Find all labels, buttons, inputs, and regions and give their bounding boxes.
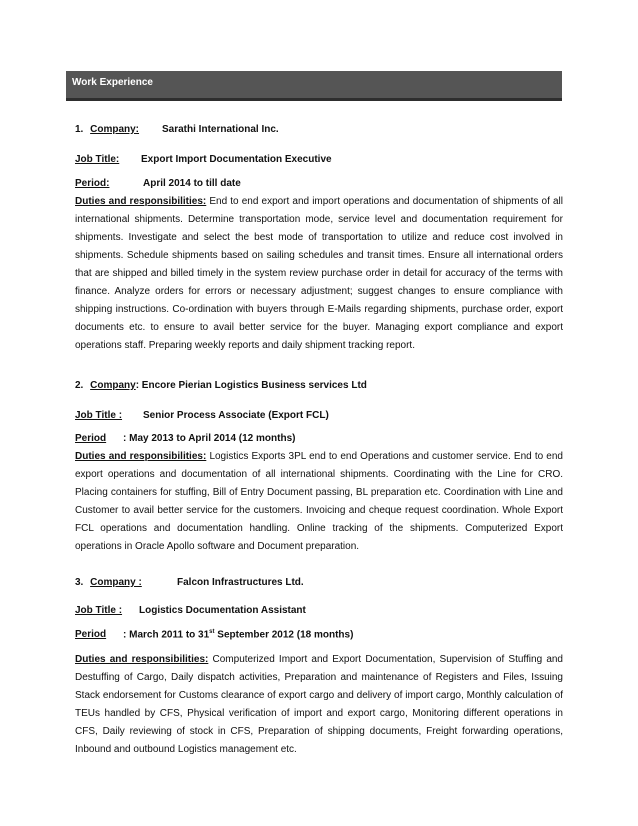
duties-paragraph [75, 193, 563, 355]
period-label: Period [75, 433, 107, 444]
period-label: Period [75, 629, 107, 640]
job-title-line [75, 605, 306, 616]
company-label: Company : [90, 577, 142, 588]
period-line [75, 433, 296, 444]
duties-text: End to end export and import operations and documentation of shipments of all international shipments. Determine transportation mode, service level and documentation requirement for shipments. Investigate and select the best mode of transportation to utilize and reduce cost involved in shipments. Schedule shipments based on sailing schedules and transit times. Ensure all international orders that are shipped and billed timely in the system review purchase order in detail for accuracy of the terms with finance. Analyze orders for errors or necessary adjustment; suggest changes to ensure compliance with shipping instructions. Co-ordination with buyers through E-Mails regarding shipments, purchase order, export documents etc. to ensure to avail better service for the buyer. Managing export compliance and export operations staff. Preparing weekly reports and daily shipment tracking report. [75, 196, 563, 351]
job-title: Logistics Documentation Assistant [139, 605, 306, 616]
company-line: 1. Company: Sarathi International Inc. [75, 124, 279, 135]
job-title-label: Job Title: [75, 154, 120, 165]
job-title-line [75, 154, 332, 165]
duties-label: Duties and responsibilities: [75, 196, 207, 207]
period-value: April 2014 to till date [143, 178, 241, 189]
job-title-label: Job Title : [75, 605, 123, 616]
company-name: Sarathi International Inc. [162, 124, 279, 135]
period-line [75, 629, 354, 641]
period-line [75, 178, 241, 189]
work-experience-header [66, 71, 562, 101]
job-title-line [75, 410, 329, 421]
duties-paragraph [75, 448, 563, 556]
company-label: Company: [90, 124, 140, 135]
job-title: Senior Process Associate (Export FCL) [143, 410, 329, 421]
job-title-label: Job Title : [75, 410, 123, 421]
duties-text: Computerized Import and Export Documentation, Supervision of Stuffing and Destuffing of Cargo, Daily dispatch activities, Preparation and maintenance of Registers and Files, Issuing Stack endorsement for Customs clearance of export cargo and delivery of import cargo, Monthly calculation of TEUs handled by CFS, Physical verification of import and export cargo, Monitoring different operations in CFS, Daily reviewing of stock in CFS, Preparation of shipping documents, Freight forwarding operations, Inbound and outbound Logistics management etc. [75, 654, 563, 755]
period-value: : May 2013 to April 2014 (12 months) [123, 433, 296, 444]
company-line: 2. Company: Encore Pierian Logistics Business services Ltd [75, 380, 367, 391]
duties-label: Duties and responsibilities: [75, 654, 209, 665]
period-value: : March 2011 to 31st September 2012 (18 months) [123, 629, 354, 641]
company-name: Falcon Infrastructures Ltd. [177, 577, 304, 588]
duties-text: Logistics Exports 3PL end to end Operations and customer service. End to end export operations and documentation of all international shipments. Coordinating with the Line for CRO. Placing containers for stuffing, Bill of Entry Document passing, BL preparation etc. Coordination with Line and Customer to avail better service for the customers. Invoicing and cheque request coordination. Whole Export FCL operations and documentation handling. Online tracking of the shipments. Computerized Export operations in Oracle Apollo software and Document preparation. [75, 451, 563, 552]
period-label: Period: [75, 178, 110, 189]
duties-paragraph [75, 651, 563, 759]
company-label: Company [90, 380, 136, 391]
duties-label: Duties and responsibilities: [75, 451, 207, 462]
company-line: 3. Company : Falcon Infrastructures Ltd. [75, 577, 304, 588]
section-title: Work Experience [72, 77, 153, 88]
job-title: Export Import Documentation Executive [141, 154, 332, 165]
company-name: : Encore Pierian Logistics Business services Ltd [135, 380, 367, 391]
